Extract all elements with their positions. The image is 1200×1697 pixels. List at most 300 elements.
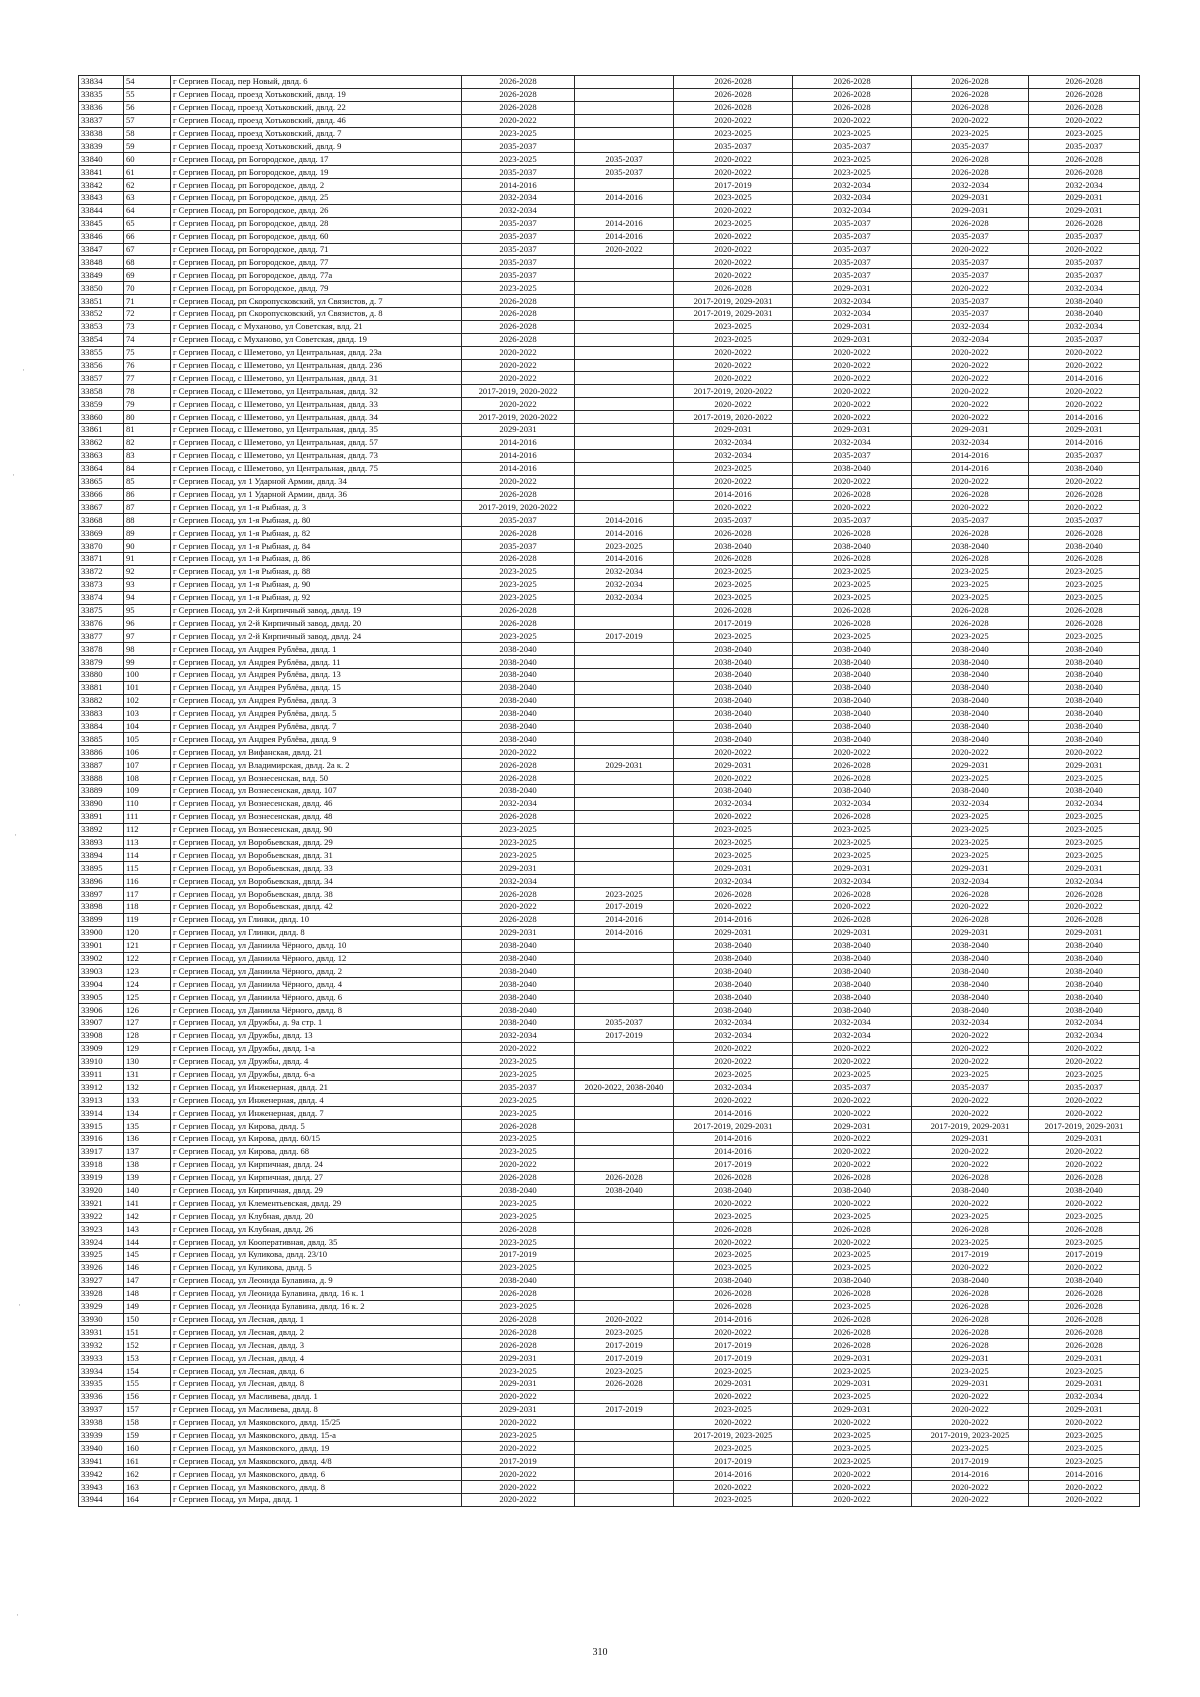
period-5-cell: 2026-2028 (912, 488, 1029, 501)
period-5-cell: 2032-2034 (912, 797, 1029, 810)
row-number-cell: 147 (124, 1274, 171, 1287)
address-cell: г Сергиев Посад, ул Воробьевская, двлд. 29 (171, 836, 462, 849)
period-5-cell: 2038-2040 (912, 1184, 1029, 1197)
row-id-cell: 33839 (79, 140, 124, 153)
row-number-cell: 81 (124, 424, 171, 437)
address-cell: г Сергиев Посад, ул Клементьевская, двлд. 29 (171, 1197, 462, 1210)
period-6-cell: 2023-2025 (1029, 630, 1140, 643)
period-4-cell: 2038-2040 (793, 643, 912, 656)
period-5-cell: 2023-2025 (912, 1365, 1029, 1378)
row-number-cell: 83 (124, 449, 171, 462)
period-3-cell: 2029-2031 (674, 424, 793, 437)
row-id-cell: 33887 (79, 759, 124, 772)
row-id-cell: 33908 (79, 1029, 124, 1042)
row-number-cell: 112 (124, 823, 171, 836)
row-id-cell: 33848 (79, 256, 124, 269)
period-6-cell: 2032-2034 (1029, 1017, 1140, 1030)
period-3-cell: 2014-2016 (674, 1313, 793, 1326)
row-id-cell: 33862 (79, 436, 124, 449)
period-5-cell: 2023-2025 (912, 823, 1029, 836)
period-4-cell: 2026-2028 (793, 101, 912, 114)
period-5-cell: 2038-2040 (912, 540, 1029, 553)
row-number-cell: 101 (124, 681, 171, 694)
period-3-cell: 2032-2034 (674, 436, 793, 449)
period-3-cell: 2020-2022 (674, 153, 793, 166)
table-row (79, 488, 1140, 501)
period-3-cell: 2026-2028 (674, 76, 793, 89)
table-row (79, 501, 1140, 514)
period-6-cell: 2026-2028 (1029, 1223, 1140, 1236)
period-3-cell: 2023-2025 (674, 630, 793, 643)
address-cell: г Сергиев Посад, ул Воробьевская, двлд. 34 (171, 875, 462, 888)
period-6-cell: 2020-2022 (1029, 1416, 1140, 1429)
period-1-cell: 2017-2019 (462, 1249, 575, 1262)
address-cell: г Сергиев Посад, ул Вознесенская, влд. 50 (171, 772, 462, 785)
table-row (79, 1223, 1140, 1236)
row-number-cell: 61 (124, 166, 171, 179)
row-id-cell: 33937 (79, 1403, 124, 1416)
row-number-cell: 98 (124, 643, 171, 656)
period-5-cell: 2026-2028 (912, 1339, 1029, 1352)
table-row (79, 1377, 1140, 1390)
period-4-cell: 2020-2022 (793, 1416, 912, 1429)
table-row (79, 449, 1140, 462)
period-5-cell: 2020-2022 (912, 398, 1029, 411)
period-1-cell: 2032-2034 (462, 204, 575, 217)
period-2-cell (575, 1004, 674, 1017)
row-id-cell: 33907 (79, 1017, 124, 1030)
period-2-cell (575, 810, 674, 823)
row-id-cell: 33889 (79, 784, 124, 797)
period-3-cell: 2026-2028 (674, 888, 793, 901)
period-3-cell: 2023-2025 (674, 849, 793, 862)
table-row (79, 424, 1140, 437)
period-6-cell: 2020-2022 (1029, 1055, 1140, 1068)
row-id-cell: 33897 (79, 888, 124, 901)
table-row (79, 1017, 1140, 1030)
period-6-cell: 2029-2031 (1029, 1133, 1140, 1146)
period-6-cell: 2023-2025 (1029, 1365, 1140, 1378)
period-1-cell: 2023-2025 (462, 1236, 575, 1249)
table-row (79, 527, 1140, 540)
period-3-cell: 2020-2022 (674, 256, 793, 269)
period-3-cell: 2020-2022 (674, 1236, 793, 1249)
period-1-cell: 2026-2028 (462, 810, 575, 823)
period-2-cell: 2038-2040 (575, 1184, 674, 1197)
period-5-cell: 2026-2028 (912, 552, 1029, 565)
table-row (79, 1145, 1140, 1158)
period-6-cell: 2014-2016 (1029, 372, 1140, 385)
period-1-cell: 2026-2028 (462, 1287, 575, 1300)
address-cell: г Сергиев Посад, ул Лесная, двлд. 8 (171, 1377, 462, 1390)
period-4-cell: 2038-2040 (793, 991, 912, 1004)
row-number-cell: 155 (124, 1377, 171, 1390)
period-5-cell: 2035-2037 (912, 256, 1029, 269)
period-3-cell: 2020-2022 (674, 114, 793, 127)
row-number-cell: 139 (124, 1171, 171, 1184)
period-4-cell: 2038-2040 (793, 978, 912, 991)
row-number-cell: 102 (124, 694, 171, 707)
address-cell: г Сергиев Посад, ул 1 Ударной Армии, двлд. 34 (171, 475, 462, 488)
period-3-cell: 2014-2016 (674, 1133, 793, 1146)
period-6-cell: 2032-2034 (1029, 875, 1140, 888)
row-id-cell: 33867 (79, 501, 124, 514)
period-6-cell: 2038-2040 (1029, 784, 1140, 797)
period-5-cell: 2020-2022 (912, 359, 1029, 372)
row-id-cell: 33918 (79, 1158, 124, 1171)
period-4-cell: 2032-2034 (793, 797, 912, 810)
period-1-cell: 2038-2040 (462, 1004, 575, 1017)
period-3-cell: 2029-2031 (674, 1377, 793, 1390)
address-cell: г Сергиев Посад, ул Куликова, двлд. 5 (171, 1261, 462, 1274)
period-2-cell (575, 1068, 674, 1081)
period-1-cell: 2026-2028 (462, 1171, 575, 1184)
period-6-cell: 2023-2025 (1029, 849, 1140, 862)
period-1-cell: 2038-2040 (462, 1017, 575, 1030)
row-id-cell: 33911 (79, 1068, 124, 1081)
period-3-cell: 2038-2040 (674, 668, 793, 681)
table-row (79, 1442, 1140, 1455)
period-3-cell: 2020-2022 (674, 398, 793, 411)
period-3-cell: 2023-2025 (674, 1261, 793, 1274)
period-4-cell: 2035-2037 (793, 217, 912, 230)
row-id-cell: 33893 (79, 836, 124, 849)
period-1-cell: 2023-2025 (462, 1261, 575, 1274)
period-1-cell: 2023-2025 (462, 1068, 575, 1081)
period-5-cell: 2026-2028 (912, 217, 1029, 230)
table-row (79, 836, 1140, 849)
address-cell: г Сергиев Посад, ул Кирпичная, двлд. 29 (171, 1184, 462, 1197)
period-4-cell: 2029-2031 (793, 333, 912, 346)
period-6-cell: 2020-2022 (1029, 346, 1140, 359)
period-3-cell: 2023-2025 (674, 565, 793, 578)
row-number-cell: 97 (124, 630, 171, 643)
address-cell: г Сергиев Посад, ул 1-я Рыбная, д. 92 (171, 591, 462, 604)
period-2-cell: 2020-2022, 2038-2040 (575, 1081, 674, 1094)
period-6-cell: 2038-2040 (1029, 308, 1140, 321)
row-number-cell: 145 (124, 1249, 171, 1262)
table-row (79, 333, 1140, 346)
period-4-cell: 2029-2031 (793, 320, 912, 333)
margin-mark: · (12, 470, 15, 480)
period-1-cell: 2035-2037 (462, 217, 575, 230)
period-4-cell: 2020-2022 (793, 1107, 912, 1120)
address-cell: г Сергиев Посад, ул Маяковского, двлд. 19 (171, 1442, 462, 1455)
address-cell: г Сергиев Посад, ул 2-й Кирпичный завод, двлд. 19 (171, 604, 462, 617)
period-3-cell: 2017-2019, 2029-2031 (674, 1120, 793, 1133)
period-5-cell: 2026-2028 (912, 1287, 1029, 1300)
period-1-cell: 2026-2028 (462, 101, 575, 114)
period-3-cell: 2017-2019, 2020-2022 (674, 385, 793, 398)
period-2-cell (575, 1236, 674, 1249)
period-3-cell: 2026-2028 (674, 1171, 793, 1184)
period-3-cell: 2023-2025 (674, 320, 793, 333)
period-2-cell (575, 1390, 674, 1403)
row-number-cell: 156 (124, 1390, 171, 1403)
period-4-cell: 2038-2040 (793, 462, 912, 475)
address-cell: г Сергиев Посад, с Шеметово, ул Центральная, двлд. 23а (171, 346, 462, 359)
period-3-cell: 2020-2022 (674, 746, 793, 759)
period-4-cell: 2026-2028 (793, 1339, 912, 1352)
period-5-cell: 2038-2040 (912, 1004, 1029, 1017)
period-6-cell: 2023-2025 (1029, 1068, 1140, 1081)
period-6-cell: 2038-2040 (1029, 965, 1140, 978)
period-5-cell: 2026-2028 (912, 913, 1029, 926)
period-5-cell: 2023-2025 (912, 1442, 1029, 1455)
row-number-cell: 57 (124, 114, 171, 127)
row-id-cell: 33899 (79, 913, 124, 926)
period-6-cell: 2032-2034 (1029, 179, 1140, 192)
period-6-cell: 2026-2028 (1029, 552, 1140, 565)
period-1-cell: 2026-2028 (462, 1223, 575, 1236)
address-cell: г Сергиев Посад, ул Вознесенская, двлд. 46 (171, 797, 462, 810)
period-1-cell: 2035-2037 (462, 540, 575, 553)
period-6-cell: 2035-2037 (1029, 140, 1140, 153)
row-id-cell: 33935 (79, 1377, 124, 1390)
period-4-cell: 2035-2037 (793, 256, 912, 269)
period-2-cell (575, 643, 674, 656)
period-1-cell: 2017-2019, 2020-2022 (462, 411, 575, 424)
period-4-cell: 2023-2025 (793, 127, 912, 140)
period-2-cell: 2014-2016 (575, 230, 674, 243)
row-id-cell: 33860 (79, 411, 124, 424)
period-2-cell (575, 1197, 674, 1210)
period-6-cell: 2020-2022 (1029, 398, 1140, 411)
period-3-cell: 2023-2025 (674, 591, 793, 604)
address-cell: г Сергиев Посад, ул Лесная, двлд. 1 (171, 1313, 462, 1326)
row-id-cell: 33925 (79, 1249, 124, 1262)
period-5-cell: 2038-2040 (912, 991, 1029, 1004)
table-row (79, 952, 1140, 965)
row-id-cell: 33834 (79, 76, 124, 89)
period-4-cell: 2020-2022 (793, 1493, 912, 1506)
period-3-cell: 2023-2025 (674, 217, 793, 230)
period-3-cell: 2020-2022 (674, 501, 793, 514)
table-row (79, 565, 1140, 578)
table-row (79, 733, 1140, 746)
period-5-cell: 2026-2028 (912, 1326, 1029, 1339)
period-2-cell (575, 501, 674, 514)
row-number-cell: 95 (124, 604, 171, 617)
period-1-cell: 2038-2040 (462, 720, 575, 733)
period-1-cell: 2035-2037 (462, 256, 575, 269)
address-cell: г Сергиев Посад, ул Дружбы, двлд. 1-а (171, 1042, 462, 1055)
table-row (79, 1429, 1140, 1442)
period-2-cell (575, 720, 674, 733)
row-number-cell: 75 (124, 346, 171, 359)
period-3-cell: 2020-2022 (674, 1197, 793, 1210)
table-row (79, 810, 1140, 823)
address-cell: г Сергиев Посад, с Шеметово, ул Центральная, двлд. 73 (171, 449, 462, 462)
period-4-cell: 2020-2022 (793, 501, 912, 514)
period-2-cell: 2035-2037 (575, 153, 674, 166)
row-id-cell: 33875 (79, 604, 124, 617)
row-number-cell: 137 (124, 1145, 171, 1158)
period-2-cell: 2032-2034 (575, 591, 674, 604)
period-2-cell (575, 1261, 674, 1274)
row-id-cell: 33836 (79, 101, 124, 114)
row-id-cell: 33878 (79, 643, 124, 656)
row-id-cell: 33843 (79, 192, 124, 205)
row-number-cell: 121 (124, 939, 171, 952)
table-row (79, 1274, 1140, 1287)
period-6-cell: 2020-2022 (1029, 114, 1140, 127)
row-id-cell: 33837 (79, 114, 124, 127)
row-number-cell: 105 (124, 733, 171, 746)
row-id-cell: 33835 (79, 88, 124, 101)
period-1-cell: 2038-2040 (462, 707, 575, 720)
period-1-cell: 2020-2022 (462, 1442, 575, 1455)
table-row (79, 88, 1140, 101)
table-row (79, 140, 1140, 153)
period-5-cell: 2026-2028 (912, 88, 1029, 101)
address-cell: г Сергиев Посад, ул Кирова, двлд. 5 (171, 1120, 462, 1133)
period-4-cell: 2038-2040 (793, 540, 912, 553)
row-number-cell: 142 (124, 1210, 171, 1223)
row-number-cell: 90 (124, 540, 171, 553)
row-id-cell: 33928 (79, 1287, 124, 1300)
address-cell: г Сергиев Посад, рп Богородское, двлд. 71 (171, 243, 462, 256)
row-id-cell: 33888 (79, 772, 124, 785)
period-1-cell: 2014-2016 (462, 449, 575, 462)
period-5-cell: 2038-2040 (912, 694, 1029, 707)
period-6-cell: 2035-2037 (1029, 230, 1140, 243)
table-row (79, 359, 1140, 372)
period-1-cell: 2023-2025 (462, 1429, 575, 1442)
period-6-cell: 2029-2031 (1029, 192, 1140, 205)
address-cell: г Сергиев Посад, ул Маяковского, двлд. 4/8 (171, 1455, 462, 1468)
row-id-cell: 33841 (79, 166, 124, 179)
table-row (79, 1197, 1140, 1210)
period-2-cell (575, 746, 674, 759)
row-id-cell: 33904 (79, 978, 124, 991)
period-6-cell: 2032-2034 (1029, 797, 1140, 810)
period-3-cell: 2038-2040 (674, 707, 793, 720)
period-6-cell: 2026-2028 (1029, 101, 1140, 114)
period-4-cell: 2032-2034 (793, 875, 912, 888)
period-1-cell: 2029-2031 (462, 424, 575, 437)
period-2-cell (575, 1493, 674, 1506)
period-5-cell: 2020-2022 (912, 1403, 1029, 1416)
row-id-cell: 33851 (79, 295, 124, 308)
period-1-cell: 2014-2016 (462, 179, 575, 192)
period-3-cell: 2017-2019, 2020-2022 (674, 411, 793, 424)
row-number-cell: 76 (124, 359, 171, 372)
row-id-cell: 33871 (79, 552, 124, 565)
period-2-cell (575, 978, 674, 991)
period-2-cell: 2026-2028 (575, 1377, 674, 1390)
period-5-cell: 2032-2034 (912, 179, 1029, 192)
row-number-cell: 107 (124, 759, 171, 772)
period-5-cell: 2020-2022 (912, 1094, 1029, 1107)
row-id-cell: 33858 (79, 385, 124, 398)
address-cell: г Сергиев Посад, рп Богородское, двлд. 2 (171, 179, 462, 192)
period-4-cell: 2023-2025 (793, 849, 912, 862)
schedule-table (78, 75, 1140, 1507)
period-1-cell: 2020-2022 (462, 1390, 575, 1403)
period-5-cell: 2029-2031 (912, 862, 1029, 875)
period-4-cell: 2032-2034 (793, 1029, 912, 1042)
period-6-cell: 2020-2022 (1029, 901, 1140, 914)
table-row (79, 1055, 1140, 1068)
period-1-cell: 2026-2028 (462, 333, 575, 346)
row-id-cell: 33846 (79, 230, 124, 243)
row-id-cell: 33854 (79, 333, 124, 346)
period-1-cell: 2020-2022 (462, 1042, 575, 1055)
address-cell: г Сергиев Посад, с Шеметово, ул Центральная, двлд. 35 (171, 424, 462, 437)
period-6-cell: 2023-2025 (1029, 127, 1140, 140)
period-1-cell: 2038-2040 (462, 694, 575, 707)
period-6-cell: 2020-2022 (1029, 243, 1140, 256)
row-id-cell: 33941 (79, 1455, 124, 1468)
row-id-cell: 33838 (79, 127, 124, 140)
address-cell: г Сергиев Посад, ул Масливева, двлд. 1 (171, 1390, 462, 1403)
period-1-cell: 2026-2028 (462, 552, 575, 565)
period-3-cell: 2026-2028 (674, 88, 793, 101)
period-4-cell: 2038-2040 (793, 656, 912, 669)
period-2-cell: 2014-2016 (575, 192, 674, 205)
table-row (79, 1493, 1140, 1506)
period-2-cell: 2017-2019 (575, 630, 674, 643)
period-3-cell: 2032-2034 (674, 449, 793, 462)
period-1-cell: 2026-2028 (462, 488, 575, 501)
period-3-cell: 2014-2016 (674, 1145, 793, 1158)
table-row (79, 913, 1140, 926)
period-2-cell (575, 604, 674, 617)
period-2-cell: 2023-2025 (575, 888, 674, 901)
row-id-cell: 33849 (79, 269, 124, 282)
address-cell: г Сергиев Посад, проезд Хотьковский, двлд. 46 (171, 114, 462, 127)
period-1-cell: 2020-2022 (462, 1468, 575, 1481)
table-row (79, 282, 1140, 295)
period-2-cell: 2017-2019 (575, 1339, 674, 1352)
period-5-cell: 2026-2028 (912, 166, 1029, 179)
period-2-cell: 2014-2016 (575, 913, 674, 926)
address-cell: г Сергиев Посад, ул Дружбы, д. 9а стр. 1 (171, 1017, 462, 1030)
period-1-cell: 2035-2037 (462, 243, 575, 256)
row-number-cell: 67 (124, 243, 171, 256)
period-4-cell: 2023-2025 (793, 1068, 912, 1081)
table-row (79, 1004, 1140, 1017)
address-cell: г Сергиев Посад, ул Вознесенская, двлд. 90 (171, 823, 462, 836)
period-2-cell (575, 797, 674, 810)
period-2-cell (575, 1287, 674, 1300)
row-id-cell: 33926 (79, 1261, 124, 1274)
table-row (79, 540, 1140, 553)
period-2-cell (575, 681, 674, 694)
table-row (79, 1468, 1140, 1481)
period-1-cell: 2017-2019, 2020-2022 (462, 385, 575, 398)
address-cell: г Сергиев Посад, ул Воробьевская, двлд. 33 (171, 862, 462, 875)
period-6-cell: 2038-2040 (1029, 681, 1140, 694)
row-id-cell: 33842 (79, 179, 124, 192)
row-id-cell: 33895 (79, 862, 124, 875)
period-5-cell: 2023-2025 (912, 1068, 1029, 1081)
period-5-cell: 2020-2022 (912, 282, 1029, 295)
period-1-cell: 2026-2028 (462, 772, 575, 785)
period-6-cell: 2014-2016 (1029, 436, 1140, 449)
address-cell: г Сергиев Посад, ул Андрея Рублёва, двлд. 1 (171, 643, 462, 656)
period-1-cell: 2023-2025 (462, 630, 575, 643)
period-2-cell: 2020-2022 (575, 1313, 674, 1326)
period-4-cell: 2026-2028 (793, 759, 912, 772)
row-number-cell: 159 (124, 1429, 171, 1442)
period-2-cell: 2017-2019 (575, 1403, 674, 1416)
table-row (79, 1390, 1140, 1403)
address-cell: г Сергиев Посад, ул 1-я Рыбная, д. 82 (171, 527, 462, 540)
period-3-cell: 2023-2025 (674, 578, 793, 591)
period-1-cell: 2035-2037 (462, 1081, 575, 1094)
